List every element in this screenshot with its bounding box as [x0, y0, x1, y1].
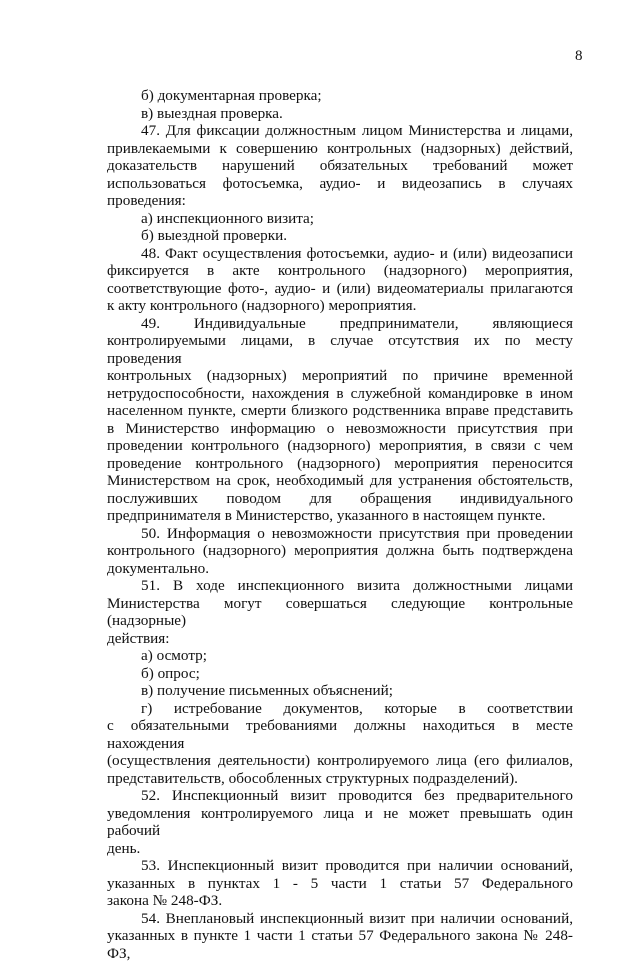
text-line: с обязательными требованиями должны находиться в месте нахождения [107, 717, 573, 752]
text-line: (осуществления деятельности) контролируемого лица (его филиалов, [107, 752, 573, 769]
text-line: указанных в пункте 1 части 1 статьи 57 Федерального закона № 248-ФЗ, [107, 927, 573, 962]
text-line: контрольного (надзорного) мероприятия должна быть подтверждена [107, 542, 573, 559]
text-line: 47. Для фиксации должностным лицом Министерства и лицами, [141, 122, 573, 139]
text-line: в Министерство информацию о невозможности присутствия при [107, 419, 573, 437]
text-line: а) инспекционного визита; [141, 209, 314, 227]
text-line: закона № 248-ФЗ. [107, 892, 223, 909]
text-line: 52. Инспекционный визит проводится без предварительного [141, 787, 573, 804]
text-line: фиксируется в акте контрольного (надзорного) мероприятия, [107, 262, 573, 279]
page-number: 8 [575, 48, 583, 64]
text-line: Министерством на срок, необходимый для устранения обстоятельств, [107, 472, 573, 489]
text-line: Министерства могут совершаться следующие контрольные (надзорные) [107, 594, 573, 629]
text-line: 54. Внеплановый инспекционный визит при наличии оснований, [141, 909, 573, 927]
text-line: б) выездной проверки. [141, 227, 288, 244]
text-line: уведомления контролируемого лица и не может превышать один рабочий [107, 804, 573, 839]
document-body [107, 87, 573, 962]
text-line: а) осмотр; [141, 647, 207, 664]
text-line: 49. Индивидуальные предприниматели, являющиеся [141, 314, 573, 332]
text-line: 48. Факт осуществления фотосъемки, аудио- и (или) видеозаписи [141, 244, 573, 262]
text-line: г) истребование документов, которые в соответствии [141, 699, 573, 717]
text-line: населенном пункте, смерти близкого родственника вправе представить [107, 402, 573, 419]
text-line: б) документарная проверка; [141, 87, 322, 104]
text-line: доказательств нарушений обязательных требований может [107, 157, 573, 174]
text-line: 50. Информация о невозможности присутствия при проведении [141, 524, 573, 542]
text-line: контрольных (надзорных) мероприятий по причине временной [107, 367, 573, 384]
text-line: послуживших поводом для обращения индивидуального [107, 489, 573, 507]
text-line: действия: [107, 629, 170, 647]
text-line: в) выездная проверка. [141, 104, 283, 122]
text-line: соответствующие фото-, аудио- и (или) видеоматериалы прилагаются [107, 279, 573, 297]
text-line: указанных в пунктах 1 - 5 части 1 статьи 57 Федерального [107, 874, 573, 892]
text-line: 51. В ходе инспекционного визита должностными лицами [141, 577, 573, 594]
text-line: нетрудоспособности, нахождения в служебной командировке в ином [107, 384, 573, 402]
text-line: 53. Инспекционный визит проводится при наличии оснований, [141, 857, 573, 874]
text-line: к акту контрольного (надзорного) мероприятия. [107, 297, 417, 314]
text-line: проведение контрольного (надзорного) мероприятия переносится [107, 454, 573, 472]
text-line: документально. [107, 559, 210, 577]
text-line: в) получение письменных объяснений; [141, 682, 394, 699]
text-line: контролируемыми лицами, в случае отсутствия их по месту проведения [107, 332, 573, 367]
text-line: предпринимателя в Министерство, указанного в настоящем пункте. [107, 507, 546, 524]
text-line: использоваться фотосъемка, аудио- и видеозапись в случаях проведения: [107, 174, 573, 209]
text-line: привлекаемыми к совершению контрольных (надзорных) действий, [107, 139, 573, 157]
text-line: представительств, обособленных структурных подразделений). [107, 769, 518, 787]
text-line: б) опрос; [141, 664, 200, 682]
text-line: проведении контрольного (надзорного) мероприятия, в связи с чем [107, 437, 573, 454]
text-line: день. [107, 839, 141, 857]
